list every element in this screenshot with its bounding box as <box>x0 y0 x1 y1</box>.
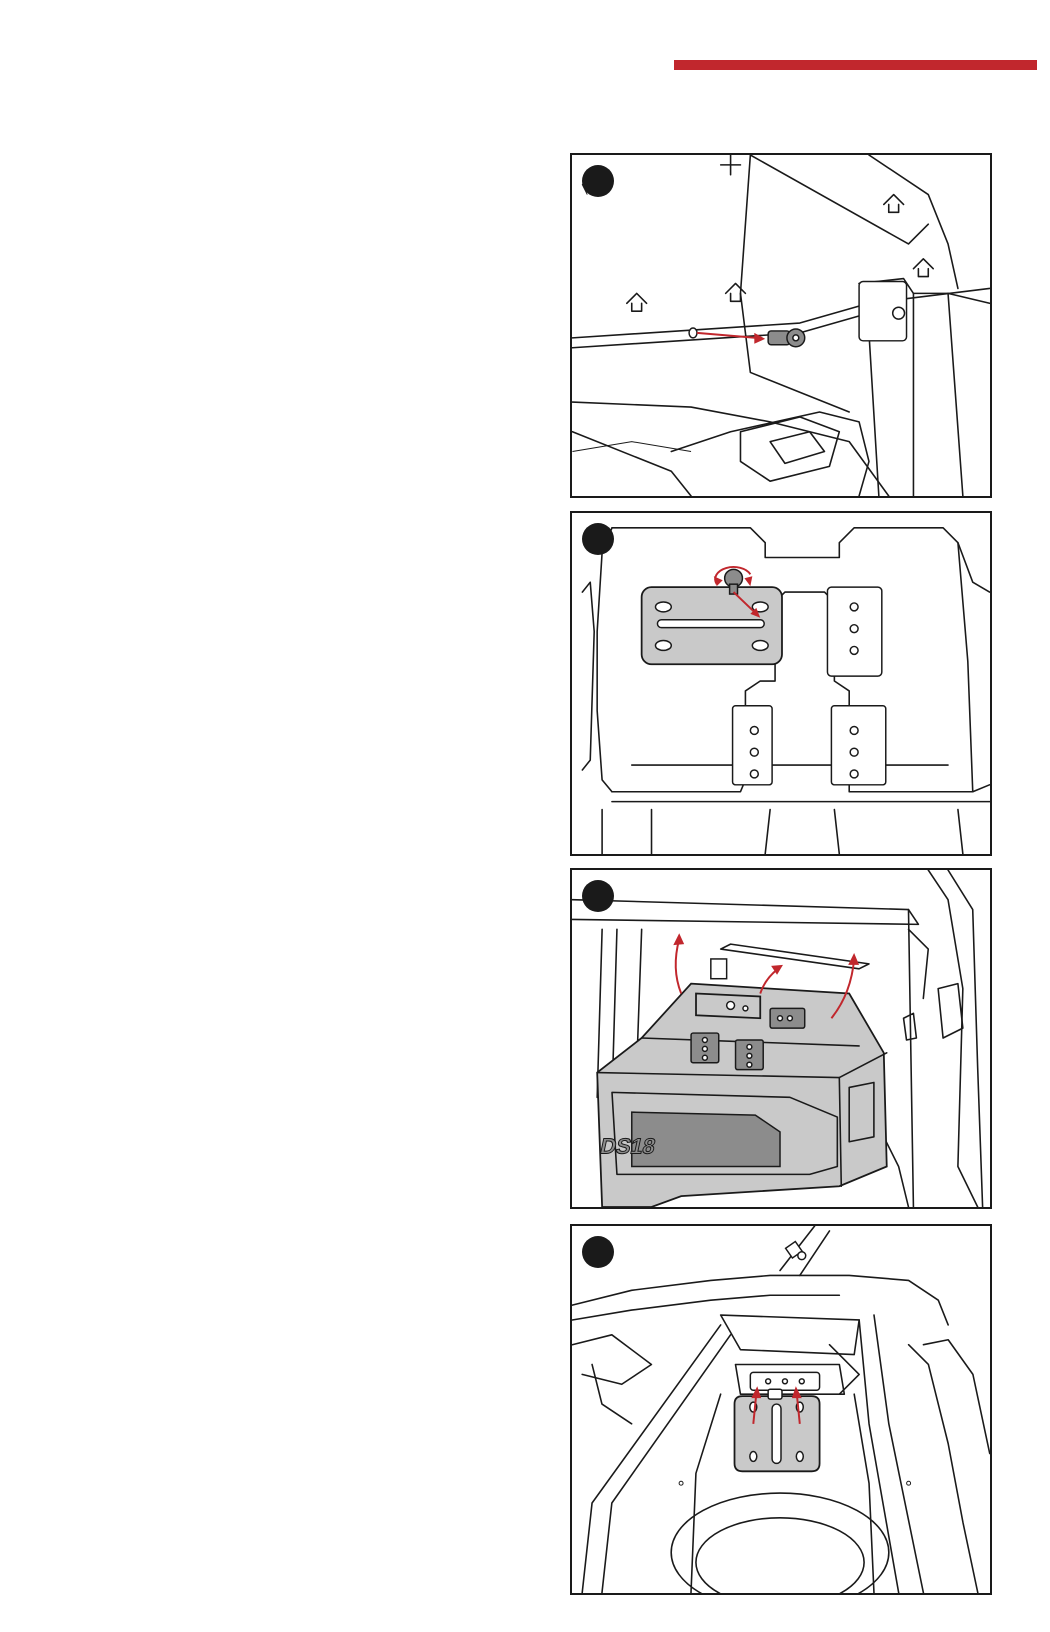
step-1-illustration-panel <box>570 153 992 498</box>
step-2-illustration-panel <box>570 511 992 856</box>
step-3-illustration-panel <box>570 868 992 1209</box>
step-1-marker <box>582 165 614 197</box>
header-accent-bar <box>674 60 1037 70</box>
bracket-underside-illustration <box>572 1226 990 1593</box>
bracket-mount-illustration <box>572 513 990 854</box>
step-3-marker <box>582 880 614 912</box>
step-4-illustration-panel <box>570 1224 992 1595</box>
enclosure-lift-illustration <box>572 870 990 1207</box>
step-4-marker <box>582 1236 614 1268</box>
ds18-logo: DS18 <box>598 1133 658 1159</box>
step-2-marker <box>582 523 614 555</box>
screw-removal-illustration <box>572 155 990 496</box>
